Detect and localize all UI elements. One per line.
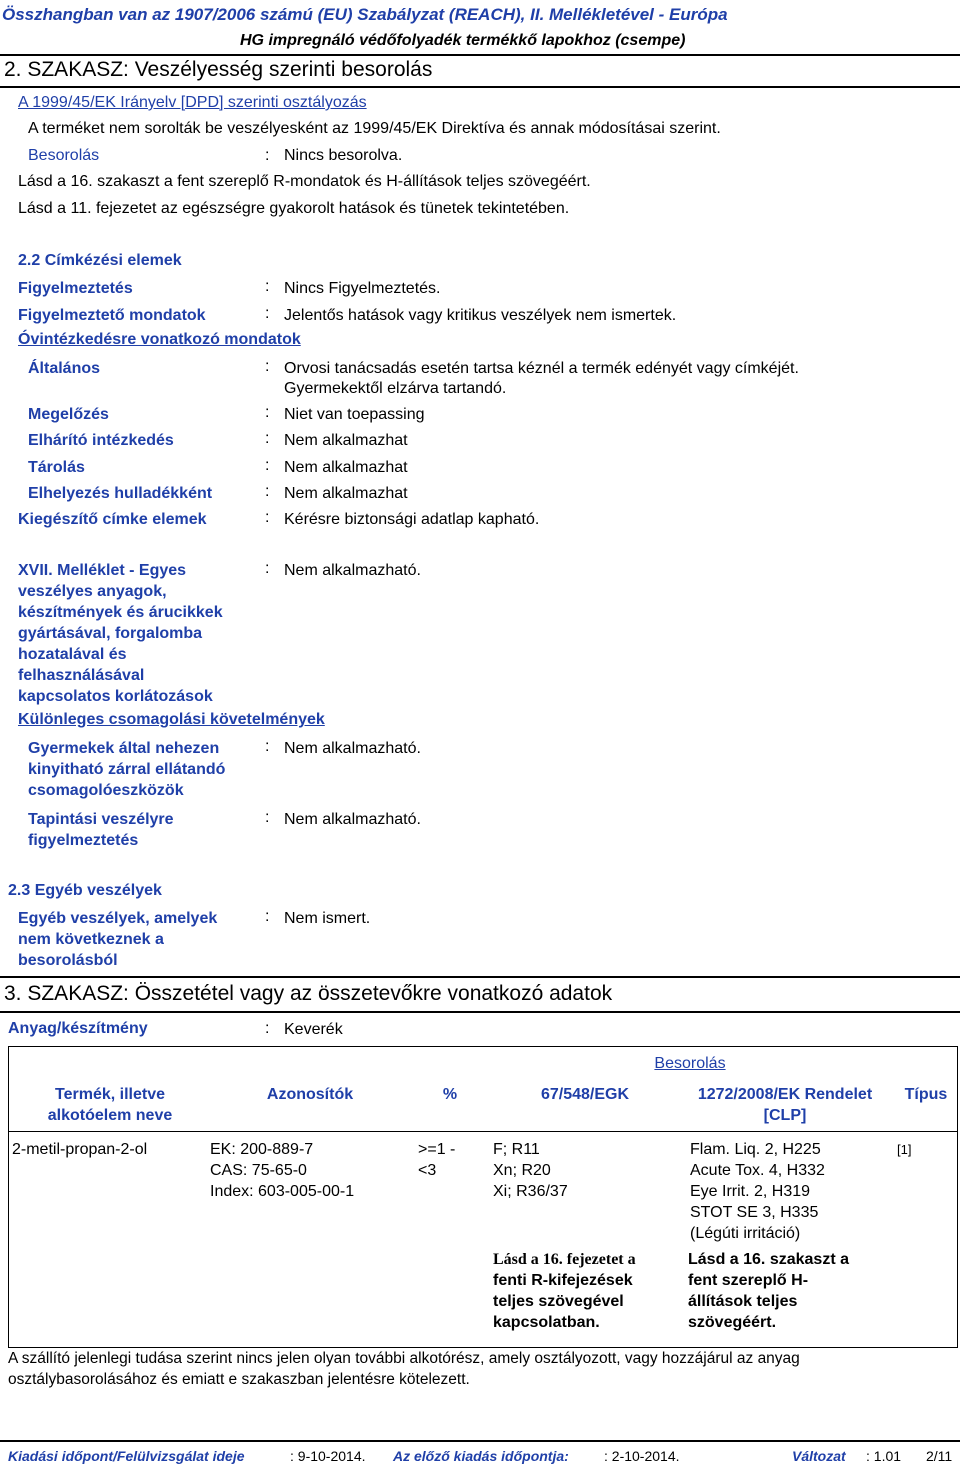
prevention-value: Niet van toepassing: [284, 406, 425, 423]
other-hazards-label-line: besorolásból: [18, 952, 118, 969]
besorolas-value: Nincs besorolva.: [284, 147, 403, 164]
table-header-divider: [8, 1131, 958, 1132]
row-type: [1]: [897, 1142, 912, 1157]
tactile-label-line: figyelmeztetés: [28, 832, 139, 849]
colon: :: [265, 738, 270, 755]
col-header-clp-line: 1272/2008/EK Rendelet: [697, 1086, 873, 1103]
footer-version-value: : 1.01: [866, 1448, 902, 1464]
section-2-heading: 2. SZAKASZ: Veszélyesség szerinti besorolás: [4, 58, 433, 81]
label-elements-heading: 2.2 Címkézési elemek: [18, 252, 182, 269]
annex-label-line: kapcsolatos korlátozások: [18, 688, 213, 705]
colon: :: [265, 809, 270, 826]
general-value-2: Gyermekektől elzárva tartandó.: [284, 380, 507, 397]
clp-note-line: állítások teljes: [688, 1293, 798, 1310]
col-header-eec: 67/548/EGK: [540, 1086, 630, 1103]
other-hazards-heading: 2.3 Egyéb veszélyek: [8, 882, 162, 899]
eec-note-line: Lásd a 16. fejezetet a: [493, 1251, 636, 1268]
clp-line: Flam. Liq. 2, H225: [690, 1141, 821, 1158]
footer-issue-value: : 9-10-2014.: [290, 1448, 366, 1464]
footer-issue-label: Kiadási időpont/Felülvizsgálat ideje: [8, 1448, 245, 1464]
substance-value: Keverék: [284, 1021, 343, 1038]
table-group-header-besorolas: Besorolás: [654, 1055, 726, 1072]
child-label-line: csomagolóeszközök: [28, 782, 184, 799]
general-label: Általános: [28, 360, 101, 377]
document-header-title: Összhangban van az 1907/2006 számú (EU) Szabályzat (REACH), II. Mellékletével - Európa: [2, 5, 728, 24]
col-header-name-line: Termék, illetve: [55, 1086, 165, 1103]
disposal-label: Elhelyezés hulladékként: [28, 485, 213, 502]
document-header-subtitle: HG impregnáló védőfolyadék termékkő lapokhoz (csempe): [240, 32, 686, 49]
eec-note-line: teljes szövegével: [493, 1293, 624, 1310]
col-header-name-line: alkotóelem neve: [47, 1107, 173, 1124]
general-value-1: Orvosi tanácsadás esetén tartsa kéznél a termék edényét vagy címkéjét.: [284, 360, 799, 377]
response-value: Nem alkalmazhat: [284, 432, 408, 449]
row-name: 2-metil-propan-2-ol: [12, 1141, 148, 1158]
clp-note-line: Lásd a 16. szakaszt a: [688, 1251, 849, 1268]
supplemental-label: Kiegészítő címke elemek: [18, 511, 207, 528]
footer-version-label: Változat: [792, 1448, 846, 1464]
eec-note-line: fenti R-kifejezések: [493, 1272, 633, 1289]
row-identifiers: [210, 1139, 354, 1202]
child-resistant-value: Nem alkalmazható.: [284, 740, 421, 757]
identifier-line: Index: 603-005-00-1: [210, 1183, 355, 1200]
prevention-label: Megelőzés: [28, 406, 109, 423]
eec-line: Xi; R36/37: [493, 1183, 568, 1200]
percent-line: >=1 -: [418, 1141, 456, 1158]
clp-note: [688, 1249, 849, 1333]
composition-footnote-line-1: A szállító jelenlegi tudása szerint nincs jelen olyan további alkotórész, amely osztályozott, vagy hozzájárul az anyag: [8, 1350, 800, 1367]
identifier-line: EK: 200-889-7: [210, 1141, 314, 1158]
colon: :: [265, 430, 270, 447]
footer-page-number: 2/11: [926, 1448, 953, 1464]
annex-label-line: XVII. Melléklet - Egyes: [18, 562, 187, 579]
other-hazards-label-line: nem következnek a: [18, 931, 164, 948]
storage-value: Nem alkalmazhat: [284, 459, 408, 476]
supplemental-value: Kérésre biztonsági adatlap kapható.: [284, 511, 540, 528]
note-section-16: Lásd a 16. szakaszt a fent szereplő R-mondatok és H-állítások teljes szövegéért.: [18, 173, 591, 190]
colon: :: [265, 908, 270, 925]
clp-line: Acute Tox. 4, H332: [690, 1162, 825, 1179]
tactile-label-line: Tapintási veszélyre: [28, 811, 174, 828]
annex-label-line: gyártásával, forgalomba: [18, 625, 203, 642]
other-hazards-value: Nem ismert.: [284, 910, 371, 927]
eec-note-line: kapcsolatban.: [493, 1314, 600, 1331]
besorolas-label: Besorolás: [28, 147, 100, 164]
identifier-line: CAS: 75-65-0: [210, 1162, 307, 1179]
header-divider: [0, 54, 960, 56]
percent-line: <3: [418, 1162, 437, 1179]
other-hazards-label: [18, 908, 217, 971]
row-clp: [690, 1139, 825, 1244]
section-3-heading: 3. SZAKASZ: Összetétel vagy az összetevőkre vonatkozó adatok: [4, 982, 613, 1005]
child-label-line: kinyitható zárral ellátandó: [28, 761, 226, 778]
tactile-warning-value: Nem alkalmazható.: [284, 811, 421, 828]
footer-divider: [0, 1440, 960, 1442]
substance-label: Anyag/készítmény: [8, 1020, 148, 1037]
section-3-top-divider: [0, 976, 960, 978]
colon: :: [265, 305, 270, 322]
col-header-identifiers: Azonosítók: [266, 1086, 354, 1103]
annex-label-line: veszélyes anyagok,: [18, 583, 167, 600]
clp-line: (Légúti irritáció): [690, 1225, 801, 1242]
annex-label-line: felhasználásával: [18, 667, 145, 684]
child-label-line: Gyermekek által nehezen: [28, 740, 220, 757]
disposal-value: Nem alkalmazhat: [284, 485, 408, 502]
eec-note: [493, 1249, 636, 1333]
colon: :: [265, 404, 270, 421]
annex-xvii-label: [18, 560, 223, 707]
annex-xvii-value: Nem alkalmazható.: [284, 562, 421, 579]
row-eec: [493, 1139, 568, 1202]
eec-line: Xn; R20: [493, 1162, 551, 1179]
footer-prev-value: : 2-10-2014.: [604, 1448, 680, 1464]
note-chapter-11: Lásd a 11. fejezetet az egészségre gyakorolt hatások és tünetek tekintetében.: [18, 200, 570, 217]
hazard-statements-label: Figyelmeztető mondatok: [18, 307, 206, 324]
clp-note-line: fent szereplő H-: [688, 1272, 809, 1289]
tactile-warning-label: [28, 809, 174, 851]
section-2-divider: [0, 86, 960, 88]
colon: :: [265, 278, 270, 295]
colon: :: [265, 358, 270, 375]
packaging-requirements-link[interactable]: Különleges csomagolási követelmények: [18, 711, 325, 728]
warning-label: Figyelmeztetés: [18, 280, 133, 297]
clp-line: STOT SE 3, H335: [690, 1204, 819, 1221]
section-3-divider: [0, 1011, 960, 1013]
row-percent: [418, 1139, 455, 1181]
precautionary-statements-link[interactable]: Óvintézkedésre vonatkozó mondatok: [18, 331, 301, 348]
dpd-classification-link[interactable]: A 1999/45/EK Irányelv [DPD] szerinti osztályozás: [18, 94, 367, 111]
col-header-percent: %: [442, 1086, 458, 1103]
colon: :: [265, 509, 270, 526]
col-header-clp: [680, 1084, 890, 1126]
warning-value: Nincs Figyelmeztetés.: [284, 280, 441, 297]
colon: :: [265, 483, 270, 500]
col-header-clp-line: [CLP]: [763, 1107, 807, 1124]
clp-note-line: szövegéért.: [688, 1314, 777, 1331]
hazard-statements-value: Jelentős hatások vagy kritikus veszélyek nem ismertek.: [284, 307, 677, 324]
storage-label: Tárolás: [28, 459, 85, 476]
composition-footnote-line-2: osztálybasorolásához és emiatt e szakaszban jelentésre kötelezett.: [8, 1371, 470, 1388]
colon: :: [265, 147, 270, 164]
dpd-classification-text: A terméket nem sorolták be veszélyesként az 1999/45/EK Direktíva és annak módosításai szerint.: [28, 120, 721, 137]
colon: :: [265, 1020, 270, 1037]
eec-line: F; R11: [493, 1141, 540, 1158]
clp-line: Eye Irrit. 2, H319: [690, 1183, 811, 1200]
col-header-type: Típus: [904, 1086, 948, 1103]
annex-label-line: készítmények és árucikkek: [18, 604, 223, 621]
footer-prev-label: Az előző kiadás időpontja:: [393, 1448, 569, 1464]
other-hazards-label-line: Egyéb veszélyek, amelyek: [18, 910, 218, 927]
colon: :: [265, 560, 270, 577]
colon: :: [265, 457, 270, 474]
col-header-name: [20, 1084, 200, 1126]
child-resistant-label: [28, 738, 225, 801]
annex-label-line: hozatalával és: [18, 646, 127, 663]
response-label: Elhárító intézkedés: [28, 432, 174, 449]
